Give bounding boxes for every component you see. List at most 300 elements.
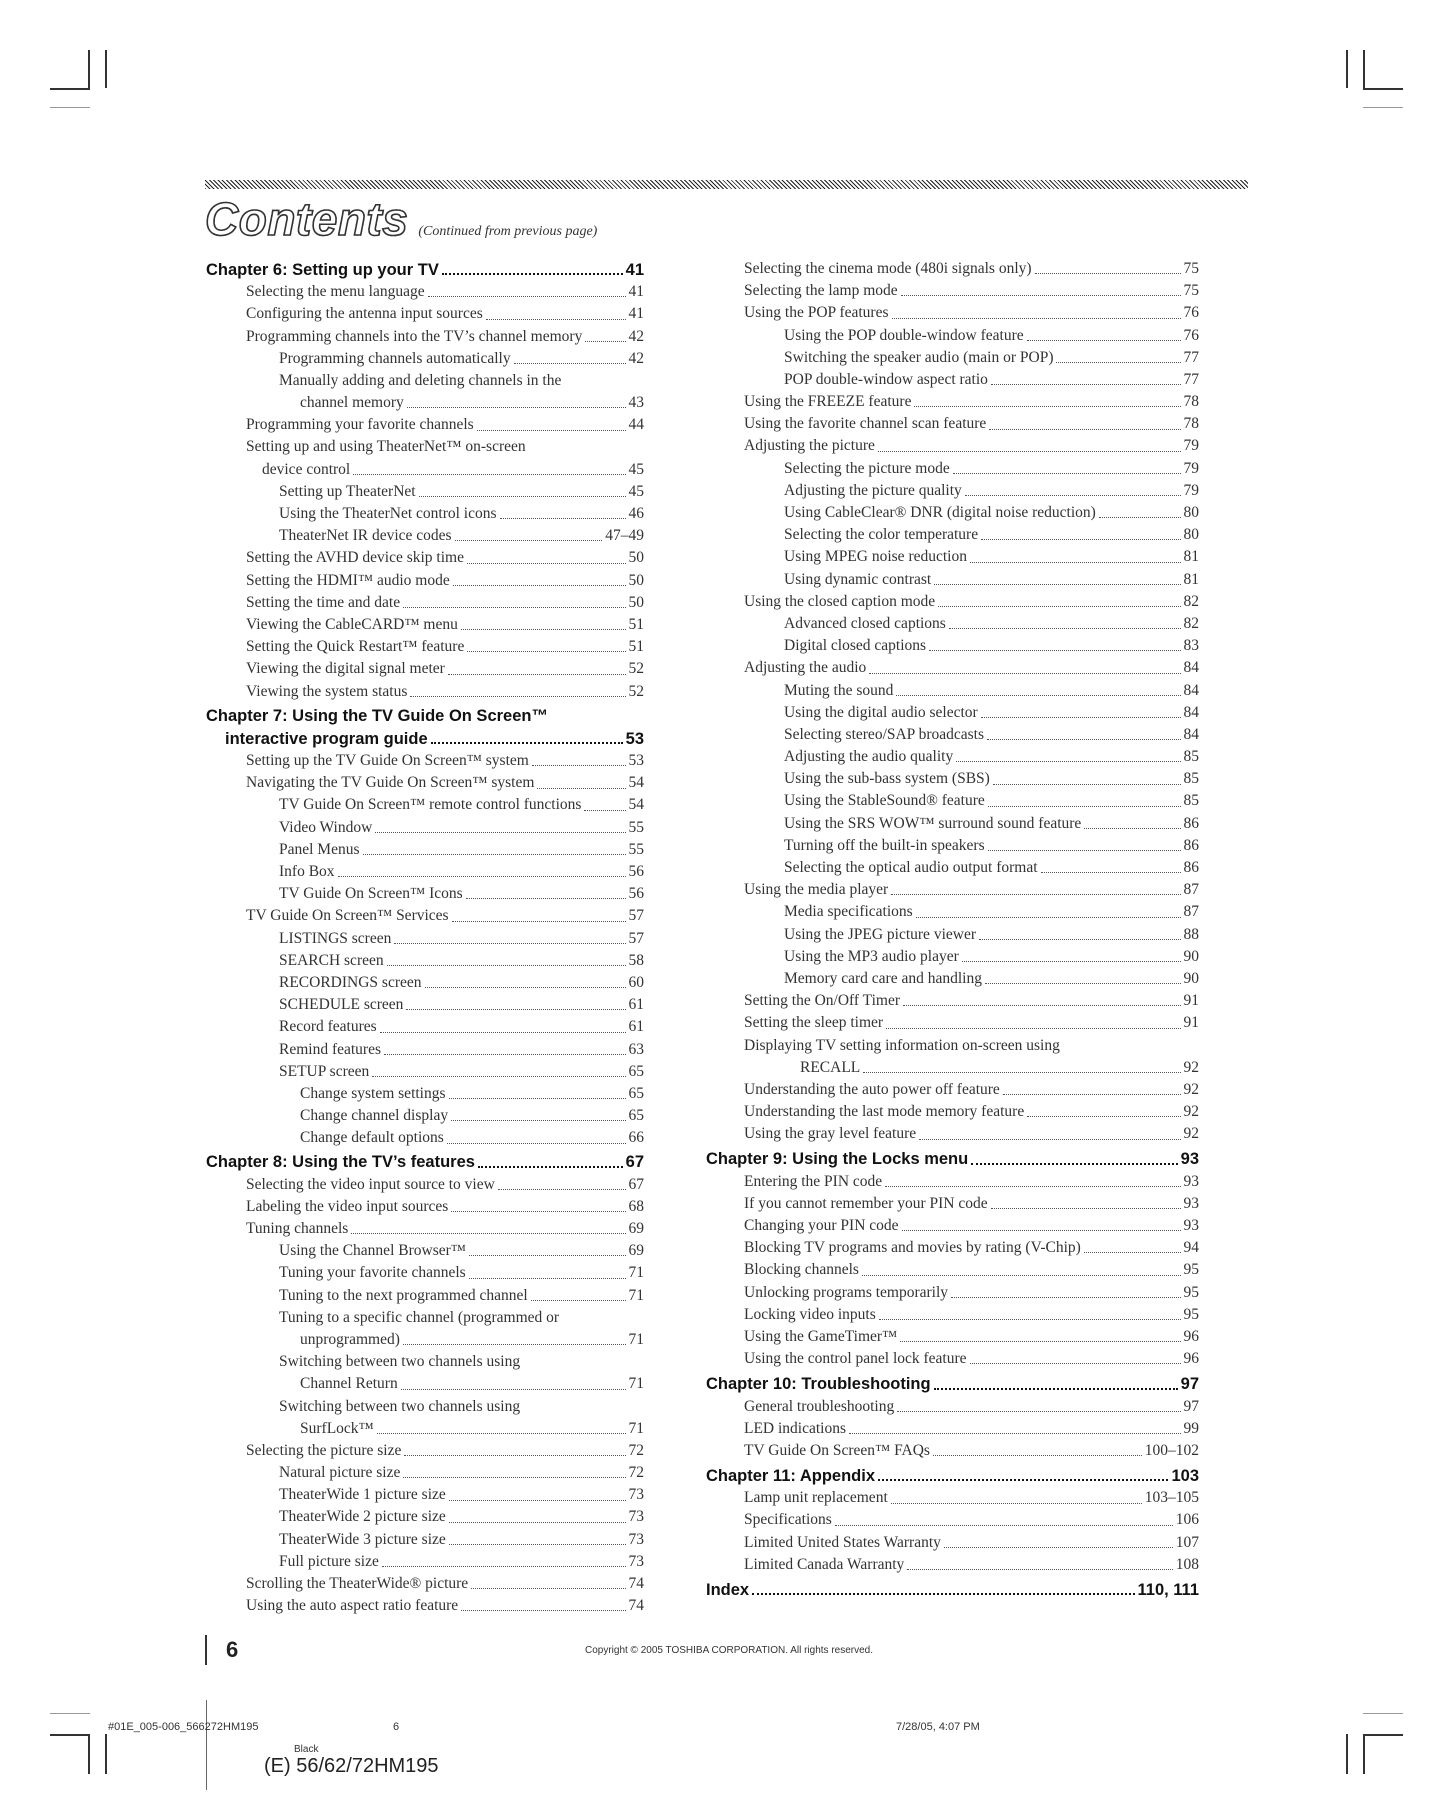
toc-entry-label: Muting the sound	[784, 681, 894, 699]
dot-leader	[449, 1098, 626, 1099]
toc-entry	[744, 1510, 1199, 1532]
toc-entry-label: SurfLock™	[300, 1419, 374, 1437]
toc-entry-label: SCHEDULE screen	[279, 996, 404, 1014]
toc-entry	[744, 591, 1199, 613]
dot-leader	[885, 1186, 1180, 1187]
toc-page-number: 85	[1183, 748, 1199, 766]
toc-page-number: 86	[1183, 836, 1199, 854]
dot-leader	[447, 1143, 626, 1144]
toc-entry	[744, 1193, 1199, 1215]
dot-leader	[970, 562, 1181, 563]
dot-leader	[387, 965, 626, 966]
toc-page-number: 42	[628, 327, 644, 345]
dot-leader	[382, 1566, 626, 1567]
toc-entry-label: Adjusting the picture	[744, 437, 875, 455]
dot-leader	[949, 628, 1181, 629]
toc-entry	[206, 1240, 644, 1262]
dot-leader	[896, 695, 1180, 696]
dot-leader	[404, 1455, 625, 1456]
dot-leader	[863, 1072, 1180, 1073]
toc-page-number: 74	[628, 1597, 644, 1615]
toc-entry-label: Viewing the digital signal meter	[246, 660, 445, 678]
toc-entry-label: Using the closed caption mode	[744, 592, 936, 610]
toc-page-number: 80	[1183, 504, 1199, 522]
dot-leader	[453, 585, 626, 586]
toc-page-number: 73	[628, 1508, 644, 1526]
toc-page-number: 74	[628, 1575, 644, 1593]
toc-entry-label: Chapter 7: Using the TV Guide On Screen™	[206, 706, 548, 725]
toc-page-number: 86	[1183, 814, 1199, 832]
toc-entry-label: Switching the speaker audio (main or POP)	[784, 348, 1054, 366]
toc-page-number: 86	[1183, 859, 1199, 877]
toc-page-number: 50	[628, 571, 644, 589]
toc-entry-label: Tuning your favorite channels	[279, 1264, 466, 1282]
page-number: 6	[226, 1637, 239, 1662]
dot-leader	[991, 1208, 1181, 1209]
dot-leader	[585, 341, 625, 342]
toc-entry-label: TheaterWide 2 picture size	[279, 1508, 446, 1526]
toc-entry	[744, 436, 1199, 458]
toc-page-number: 95	[1183, 1283, 1199, 1301]
toc-entry	[744, 1259, 1199, 1281]
toc-entry-label: unprogrammed)	[300, 1330, 400, 1348]
toc-page-number: 87	[1183, 881, 1199, 899]
toc-page-number: 76	[1183, 304, 1199, 322]
dot-leader	[886, 1028, 1180, 1029]
dot-leader	[448, 674, 626, 675]
toc-entry	[744, 946, 1199, 968]
toc-entry	[744, 990, 1199, 1012]
toc-entry	[744, 1123, 1199, 1145]
dot-leader	[353, 474, 625, 475]
dot-leader	[471, 1588, 625, 1589]
toc-page-number: 56	[628, 885, 644, 903]
page-header	[205, 192, 597, 246]
dot-leader	[532, 765, 626, 766]
toc-entry	[206, 1329, 644, 1351]
toc-entry	[744, 635, 1199, 657]
dot-leader	[914, 406, 1180, 407]
toc-page-number: 81	[1183, 548, 1199, 566]
toc-entry	[744, 680, 1199, 702]
dot-leader	[849, 1433, 1180, 1434]
toc-page-number: 76	[1183, 326, 1199, 344]
toc-entry	[206, 795, 644, 817]
toc-page-number: 69	[628, 1242, 644, 1260]
dot-leader	[469, 1255, 626, 1256]
toc-page-number: 65	[628, 1107, 644, 1125]
toc-entry	[744, 901, 1199, 923]
dot-leader	[1035, 273, 1181, 274]
toc-page-number: 69	[628, 1220, 644, 1238]
toc-page-number: 100–102	[1144, 1441, 1199, 1459]
toc-page-number: 75	[1183, 282, 1199, 300]
toc-page-number: 75	[1183, 259, 1199, 277]
model-number: (E) 56/62/72HM195	[264, 1755, 439, 1777]
dot-leader	[987, 739, 1180, 740]
toc-page-number: 52	[628, 660, 644, 678]
toc-entry	[206, 348, 644, 370]
toc-entry-label: Full picture size	[279, 1552, 379, 1570]
toc-entry-label: Panel Menus	[279, 840, 360, 858]
toc-entry	[206, 905, 644, 927]
toc-page-number: 97	[1183, 1397, 1199, 1415]
toc-page-number: 110, 111	[1137, 1581, 1199, 1600]
toc-entry-label: Channel Return	[300, 1375, 398, 1393]
crop-mark	[105, 1734, 107, 1774]
dot-leader	[375, 832, 625, 833]
toc-page-number: 56	[628, 863, 644, 881]
toc-entry	[744, 1012, 1199, 1034]
toc-page-number: 54	[628, 796, 644, 814]
toc-entry	[206, 658, 644, 680]
toc-entry-label: Advanced closed captions	[784, 614, 946, 632]
toc-entry	[744, 813, 1199, 835]
dot-leader	[467, 651, 625, 652]
toc-entry	[744, 1487, 1199, 1509]
dot-leader	[903, 1005, 1180, 1006]
toc-entry-label: POP double-window aspect ratio	[784, 370, 988, 388]
toc-page-number: 79	[1183, 459, 1199, 477]
toc-entry	[206, 614, 644, 636]
toc-entry	[206, 326, 644, 348]
toc-entry	[206, 525, 644, 547]
dot-leader	[363, 854, 626, 855]
toc-page-number: 73	[628, 1552, 644, 1570]
dot-leader	[467, 563, 626, 564]
toc-page-number: 57	[628, 907, 644, 925]
toc-page-number: 93	[1183, 1172, 1199, 1190]
toc-entry-label: Chapter 10: Troubleshooting	[706, 1375, 931, 1394]
toc-page-number: 41	[628, 283, 644, 301]
toc-entry-label: Chapter 9: Using the Locks menu	[706, 1150, 969, 1169]
dot-leader	[956, 761, 1180, 762]
dot-leader	[879, 1319, 1181, 1320]
crop-mark	[1363, 107, 1403, 108]
toc-entry-label: Limited United States Warranty	[744, 1533, 941, 1551]
toc-page-number: 57	[628, 929, 644, 947]
toc-entry-label: TheaterWide 3 picture size	[279, 1530, 446, 1548]
toc-page-number: 51	[628, 615, 644, 633]
dot-leader	[953, 473, 1181, 474]
toc-page-number: 108	[1175, 1555, 1199, 1573]
toc-entry	[744, 1418, 1199, 1440]
dot-leader	[478, 1166, 623, 1168]
dot-leader	[878, 1479, 1168, 1481]
toc-page-number: 61	[628, 996, 644, 1014]
toc-entry-label: Info Box	[279, 863, 335, 881]
toc-page-number: 92	[1183, 1125, 1199, 1143]
toc-entry	[206, 281, 644, 303]
toc-entry	[744, 1440, 1199, 1462]
toc-page-number: 43	[628, 394, 644, 412]
toc-entry-label: Configuring the antenna input sources	[246, 305, 483, 323]
toc-page-number: 77	[1183, 348, 1199, 366]
dot-leader	[981, 717, 1181, 718]
toc-entry-label: Using the StableSound® feature	[784, 792, 985, 810]
toc-entry	[744, 724, 1199, 746]
toc-entry	[206, 437, 644, 459]
toc-entry	[206, 1174, 644, 1196]
crop-mark	[1346, 1734, 1348, 1774]
toc-entry	[744, 1215, 1199, 1237]
toc-page-number: 96	[1183, 1350, 1199, 1368]
dot-leader	[419, 496, 626, 497]
toc-entry-label: Setting the sleep timer	[744, 1014, 884, 1032]
toc-entry	[744, 1282, 1199, 1304]
toc-entry-label: channel memory	[300, 394, 404, 412]
dot-leader	[897, 1411, 1180, 1412]
dot-leader	[988, 806, 1181, 807]
toc-entry	[744, 768, 1199, 790]
toc-entry-label: Using the JPEG picture viewer	[784, 925, 976, 943]
toc-entry-label: Using dynamic contrast	[784, 570, 932, 588]
toc-page-number: 71	[628, 1419, 644, 1437]
dot-leader	[498, 1189, 626, 1190]
toc-page-number: 50	[628, 593, 644, 611]
toc-entry-label: Record features	[279, 1018, 377, 1036]
toc-entry	[206, 1127, 644, 1149]
toc-page-number: 46	[628, 505, 644, 523]
toc-entry	[744, 1101, 1199, 1123]
toc-right-column	[706, 258, 1199, 1601]
toc-page-number: 71	[628, 1286, 644, 1304]
toc-entry	[744, 546, 1199, 568]
dot-leader	[407, 407, 626, 408]
dot-leader	[442, 273, 623, 275]
toc-page-number: 95	[1183, 1305, 1199, 1323]
toc-entry	[206, 1595, 644, 1617]
toc-page-number: 67	[628, 1175, 644, 1193]
toc-page-number: 106	[1175, 1511, 1199, 1529]
toc-entry-label: Switching between two channels using	[279, 1397, 521, 1415]
toc-entry	[206, 1039, 644, 1061]
toc-entry	[744, 391, 1199, 413]
toc-entry-label: Blocking channels	[744, 1261, 859, 1279]
toc-entry-label: Selecting the cinema mode (480i signals only)	[744, 259, 1032, 277]
toc-page-number: 78	[1183, 393, 1199, 411]
toc-entry-label: Entering the PIN code	[744, 1172, 883, 1190]
toc-entry	[206, 1061, 644, 1083]
toc-entry-label: Tuning channels	[246, 1220, 349, 1238]
dot-leader	[377, 1433, 626, 1434]
toc-entry-label: Video Window	[279, 818, 373, 836]
toc-page-number: 82	[1183, 614, 1199, 632]
dot-leader	[410, 696, 625, 697]
dot-leader	[451, 1120, 625, 1121]
slug-file: #01E_005-006_566272HM195	[108, 1721, 259, 1733]
dot-leader	[916, 917, 1181, 918]
toc-page-number: 52	[628, 682, 644, 700]
toc-entry-label: RECORDINGS screen	[279, 973, 422, 991]
toc-page-number: 66	[628, 1129, 644, 1147]
dot-leader	[449, 1522, 626, 1523]
toc-entry-label: Selecting the video input source to view	[246, 1175, 495, 1193]
toc-entry-label: Unlocking programs temporarily	[744, 1283, 949, 1301]
toc-entry-label: Switching between two channels using	[279, 1353, 521, 1371]
toc-page-number: 87	[1183, 903, 1199, 921]
dot-leader	[428, 296, 626, 297]
toc-entry	[744, 347, 1199, 369]
dot-leader	[934, 1388, 1178, 1390]
crop-mark	[1346, 50, 1348, 88]
toc-page-number: 72	[628, 1441, 644, 1459]
dot-leader	[531, 1300, 626, 1301]
toc-entry	[206, 681, 644, 703]
toc-entry-label: TV Guide On Screen™ Icons	[279, 885, 463, 903]
toc-left-column	[206, 258, 644, 1617]
toc-entry-label: Locking video inputs	[744, 1305, 876, 1323]
toc-page-number: 71	[628, 1375, 644, 1393]
toc-entry-label: Using CableClear® DNR (digital noise reduction)	[784, 504, 1096, 522]
toc-entry	[206, 636, 644, 658]
dot-leader	[466, 898, 626, 899]
toc-entry	[744, 369, 1199, 391]
dot-leader	[878, 451, 1181, 452]
dot-leader	[900, 1341, 1180, 1342]
toc-entry	[206, 1016, 644, 1038]
toc-entry-label: Using the FREEZE feature	[744, 393, 912, 411]
toc-entry-label: Using the SRS WOW™ surround sound feature	[784, 814, 1082, 832]
toc-page-number: 103	[1171, 1467, 1199, 1486]
toc-entry	[206, 1262, 644, 1284]
toc-entry-label: LED indications	[744, 1419, 847, 1437]
toc-page-number: 73	[628, 1486, 644, 1504]
toc-entry	[744, 968, 1199, 990]
toc-entry-label: Adjusting the audio	[744, 659, 867, 677]
toc-entry-label: Changing your PIN code	[744, 1217, 899, 1235]
toc-entry-label: Using the sub-bass system (SBS)	[784, 770, 990, 788]
slug-date: 7/28/05, 4:07 PM	[896, 1721, 980, 1733]
toc-entry-label: Using the POP double-window feature	[784, 326, 1024, 344]
toc-entry-label: SEARCH screen	[279, 951, 384, 969]
dot-leader	[380, 1032, 626, 1033]
toc-page-number: 99	[1183, 1419, 1199, 1437]
toc-chapter-entry	[206, 259, 644, 281]
dot-leader	[425, 987, 626, 988]
dot-leader	[584, 810, 625, 811]
toc-entry	[744, 924, 1199, 946]
toc-entry	[206, 817, 644, 839]
crop-mark	[1363, 1734, 1365, 1774]
toc-page-number: 55	[628, 818, 644, 836]
dot-leader	[985, 983, 1181, 984]
toc-entry	[206, 1440, 644, 1462]
toc-entry	[206, 1462, 644, 1484]
crop-mark	[1363, 88, 1403, 90]
toc-page-number: 53	[628, 752, 644, 770]
dot-leader	[461, 629, 626, 630]
dot-leader	[902, 1230, 1181, 1231]
toc-chapter-entry	[206, 728, 644, 750]
crop-mark	[50, 107, 90, 108]
dot-leader	[933, 1455, 1142, 1456]
dot-leader	[1027, 1116, 1180, 1117]
crop-mark	[105, 50, 107, 88]
toc-entry	[206, 370, 644, 392]
toc-entry-label: Index	[706, 1581, 750, 1600]
crop-mark	[50, 1713, 90, 1714]
toc-entry	[744, 1035, 1199, 1057]
dot-leader	[461, 1610, 625, 1611]
toc-entry	[206, 1551, 644, 1573]
toc-entry-label: Digital closed captions	[784, 637, 927, 655]
toc-entry	[744, 413, 1199, 435]
toc-entry-label: interactive program guide	[225, 729, 428, 748]
toc-page-number: 84	[1183, 725, 1199, 743]
dot-leader	[989, 429, 1180, 430]
toc-entry-label: TV Guide On Screen™ remote control functions	[279, 796, 582, 814]
dot-leader	[406, 1009, 625, 1010]
toc-entry	[206, 1529, 644, 1551]
toc-entry	[744, 280, 1199, 302]
toc-entry	[744, 835, 1199, 857]
toc-entry-label: Adjusting the picture quality	[784, 481, 962, 499]
dot-leader	[514, 363, 626, 364]
toc-entry	[206, 392, 644, 414]
dot-leader	[951, 1297, 1180, 1298]
toc-entry-label: Selecting the color temperature	[784, 526, 979, 544]
toc-page-number: 93	[1183, 1194, 1199, 1212]
toc-entry-label: device control	[262, 460, 351, 478]
toc-entry	[206, 772, 644, 794]
dot-leader	[403, 1477, 625, 1478]
toc-entry-label: Blocking TV programs and movies by rating (V-Chip)	[744, 1239, 1081, 1257]
toc-page-number: 42	[628, 349, 644, 367]
toc-entry	[744, 1171, 1199, 1193]
toc-entry	[206, 1307, 644, 1329]
dot-leader	[970, 1363, 1181, 1364]
toc-page-number: 77	[1183, 370, 1199, 388]
toc-entry-label: Chapter 8: Using the TV’s features	[206, 1153, 475, 1172]
toc-chapter-entry	[706, 1579, 1199, 1601]
toc-entry	[744, 480, 1199, 502]
toc-page-number: 84	[1183, 703, 1199, 721]
dot-leader	[338, 876, 626, 877]
toc-page-number: 79	[1183, 481, 1199, 499]
toc-entry	[744, 613, 1199, 635]
dot-leader	[907, 1569, 1172, 1570]
toc-page-number: 91	[1183, 992, 1199, 1010]
dot-leader	[1084, 828, 1180, 829]
toc-entry-label: Chapter 6: Setting up your TV	[206, 260, 439, 279]
toc-page-number: 93	[1180, 1150, 1199, 1169]
toc-page-number: 97	[1180, 1375, 1199, 1394]
toc-entry-label: Selecting stereo/SAP broadcasts	[784, 725, 985, 743]
copyright-notice: Copyright © 2005 TOSHIBA CORPORATION. All rights reserved.	[584, 1645, 874, 1656]
toc-entry-label: Labeling the video input sources	[246, 1197, 449, 1215]
dot-leader	[891, 1503, 1142, 1504]
dot-leader	[979, 939, 1181, 940]
toc-page-number: 63	[628, 1040, 644, 1058]
toc-chapter-entry	[206, 705, 644, 727]
dot-leader	[403, 1344, 626, 1345]
toc-entry	[206, 861, 644, 883]
toc-entry-label: Change system settings	[300, 1084, 446, 1102]
toc-entry	[744, 1532, 1199, 1554]
toc-page-number: 88	[1183, 925, 1199, 943]
crop-mark	[1363, 1734, 1403, 1736]
toc-page-number: 61	[628, 1018, 644, 1036]
toc-entry-label: Programming channels into the TV’s channel memory	[246, 327, 583, 345]
toc-page-number: 73	[628, 1530, 644, 1548]
toc-entry	[206, 1573, 644, 1595]
toc-entry-label: Using the GameTimer™	[744, 1327, 898, 1345]
toc-page-number: 44	[628, 416, 644, 434]
dot-leader	[929, 650, 1180, 651]
toc-entry	[744, 702, 1199, 724]
toc-entry-label: Selecting the menu language	[246, 283, 425, 301]
